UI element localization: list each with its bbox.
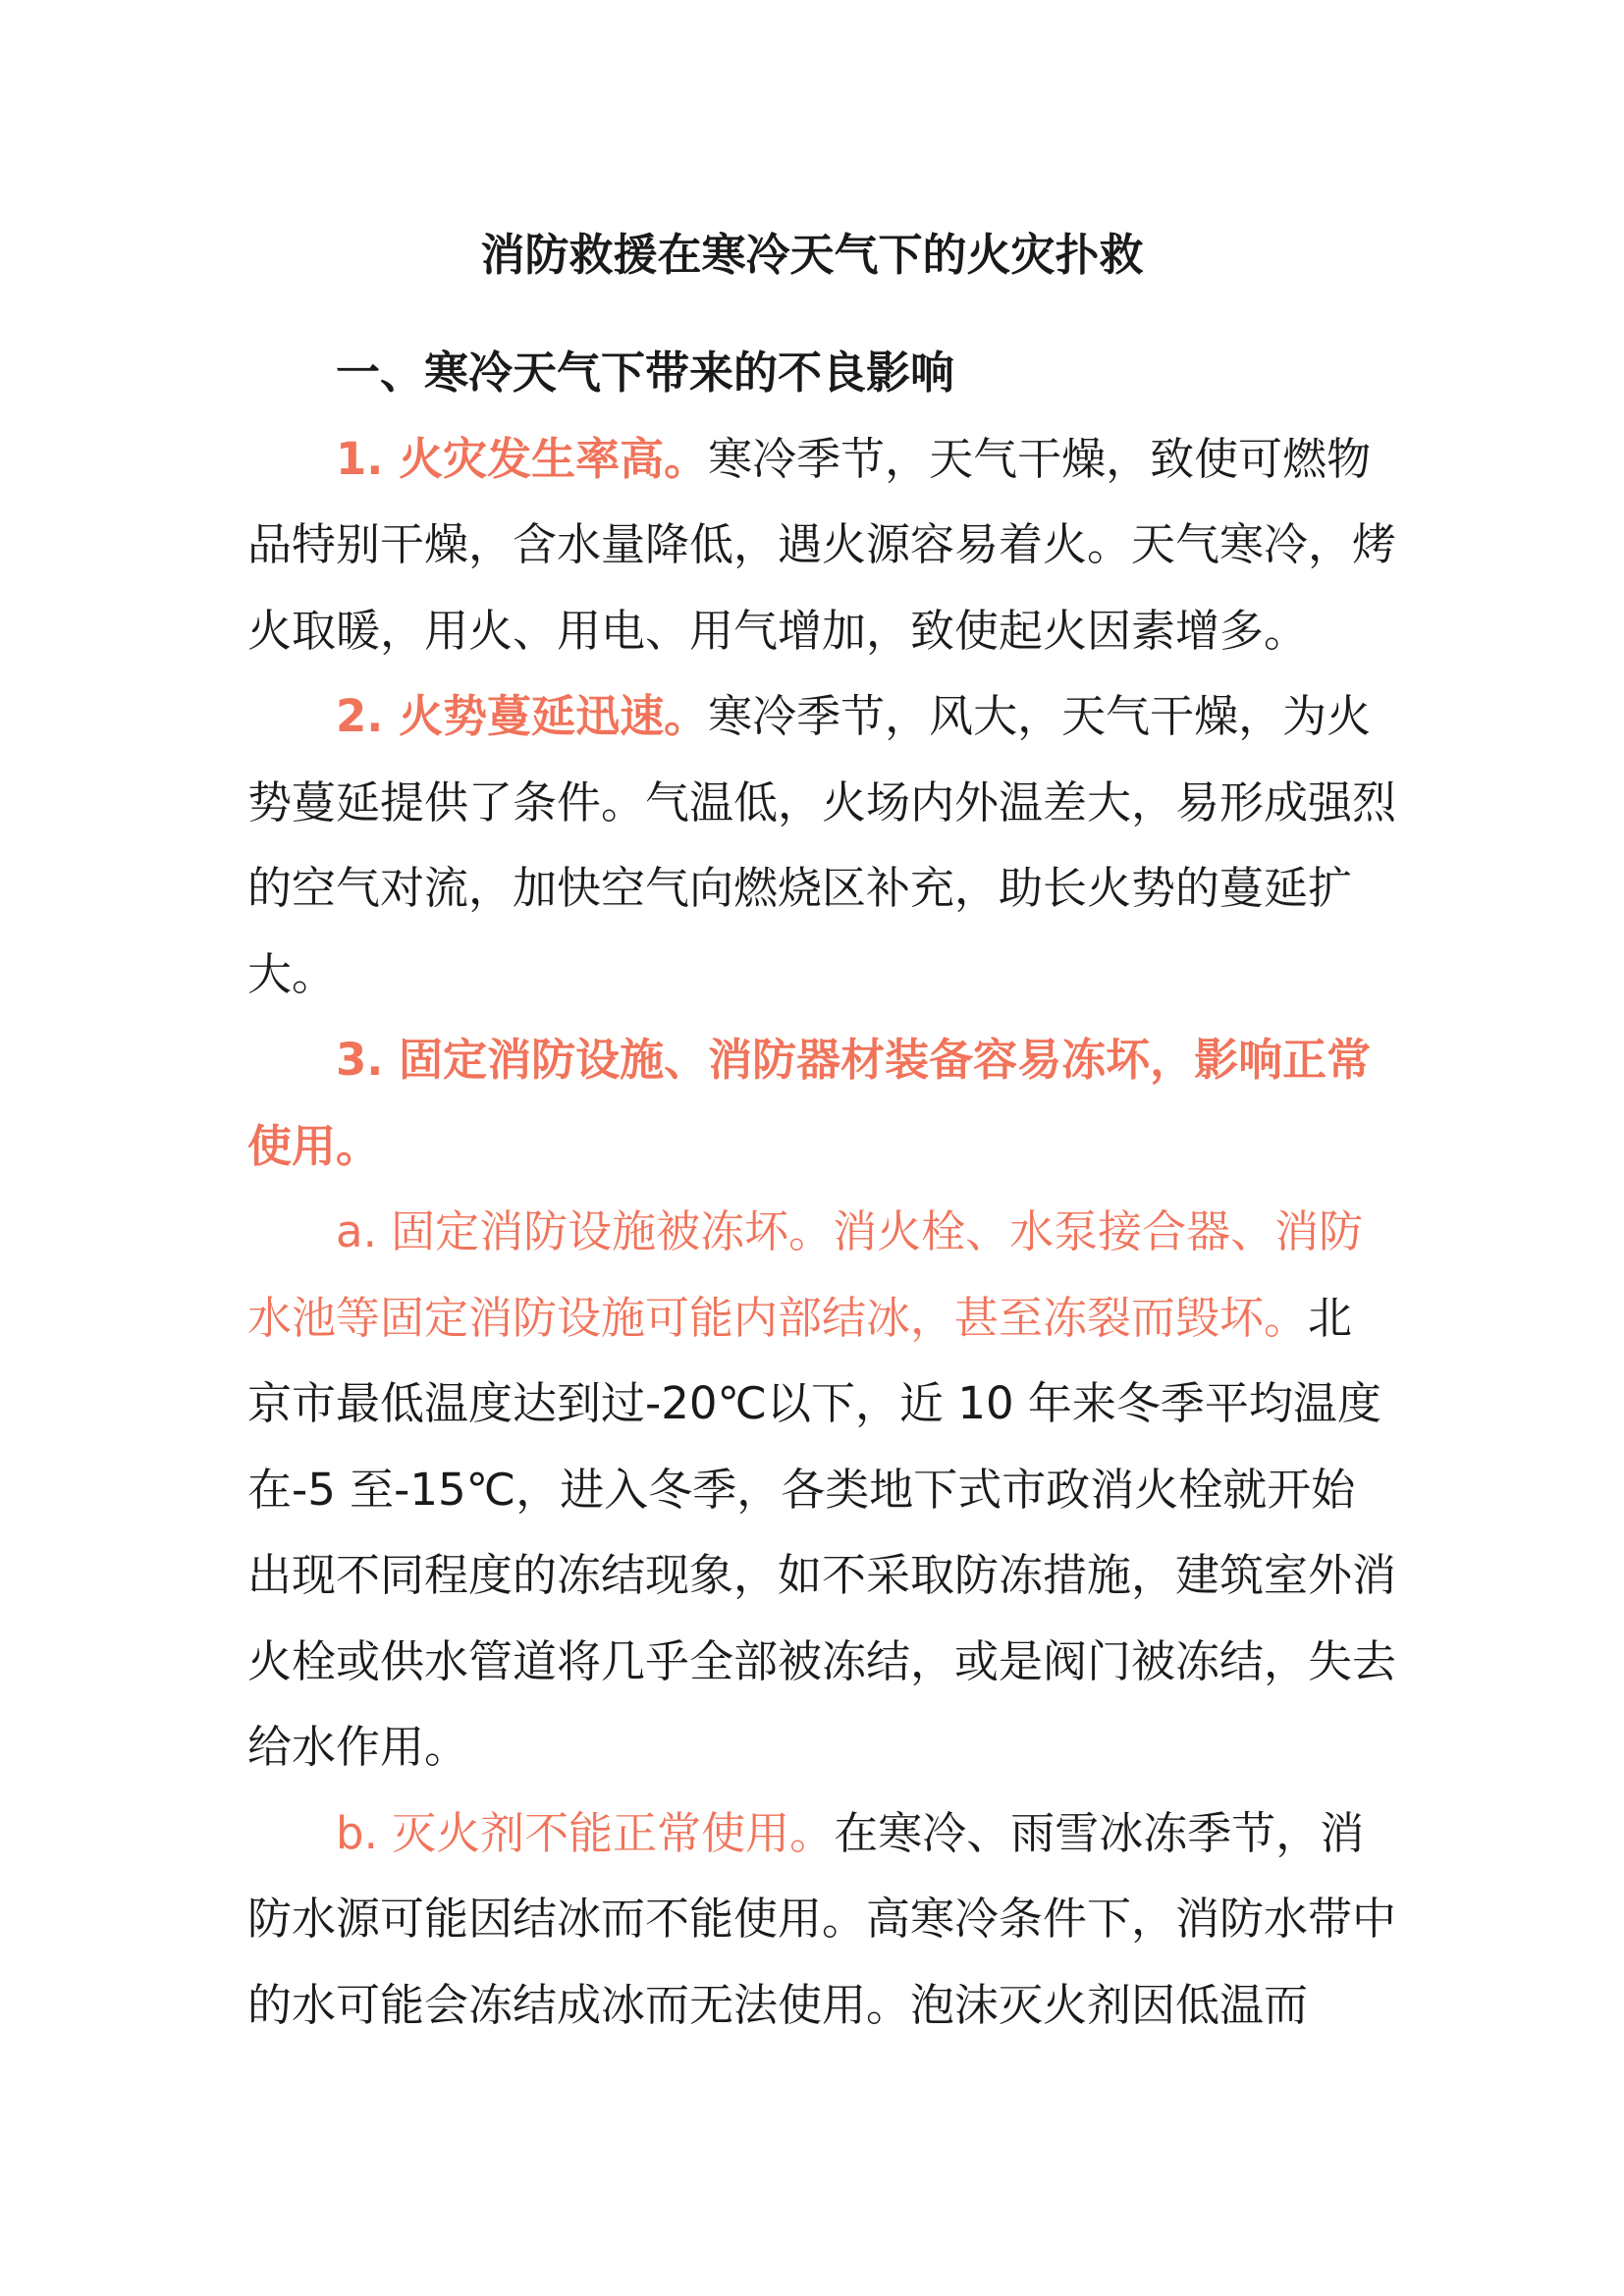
item-3b-text: 在寒冷、雨雪冰冻季节，消防水源可能因结冰而不能使用。高寒冷条件下，消防水带中的水可能会冻结成冰而无法使用。泡沫灭火剂因低温而 [247, 1806, 1397, 2031]
paragraph-item-3 [247, 1017, 1396, 1189]
document-body [247, 330, 1396, 2048]
item-3a-text: 北京市最低温度达到过-20℃以下，近 10 年来冬季平均温度在-5 至-15℃，进入冬季，各类地下式市政消火栓就开始出现不同程度的冻结现象，如不采取防冻措施，建筑室外消火栓或供水管道将几乎全部被冻结，或是阀门被冻结，失去给水作用。 [247, 1291, 1397, 1773]
paragraph-item-1 [247, 416, 1396, 674]
paragraph-item-3b [247, 1790, 1396, 2049]
item-1-lead: 1. 火灾发生率高。 [336, 432, 709, 485]
section-heading: 一、寒冷天气下带来的不良影响 [336, 347, 955, 399]
paragraph-item-2 [247, 673, 1396, 1017]
item-1-text: 寒冷季节，天气干燥，致使可燃物品特别干燥，含水量降低，遇火源容易着火。天气寒冷，烤火取暖，用火、用电、用气增加，致使起火因素增多。 [247, 432, 1397, 657]
item-3b-lead: b. 灭火剂不能正常使用。 [336, 1806, 835, 1859]
document-title: 消防救援在寒冷天气下的火灾扑救 [480, 229, 1144, 281]
paragraph-item-3a [247, 1189, 1396, 1790]
item-2-lead: 2. 火势蔓延迅速。 [336, 690, 709, 742]
item-3a-lead: a. 固定消防设施被冻坏。消火栓、水泵接合器、消防水池等固定消防设施可能内部结冰，甚至冻裂而毁坏。 [247, 1205, 1364, 1344]
item-2-text: 寒冷季节，风大，天气干燥，为火势蔓延提供了条件。气温低，火场内外温差大，易形成强烈的空气对流，加快空气向燃烧区补充，助长火势的蔓延扩大。 [247, 690, 1397, 1000]
item-3-lead: 3. 固定消防设施、消防器材装备容易冻坏，影响正常使用。 [247, 1034, 1372, 1172]
